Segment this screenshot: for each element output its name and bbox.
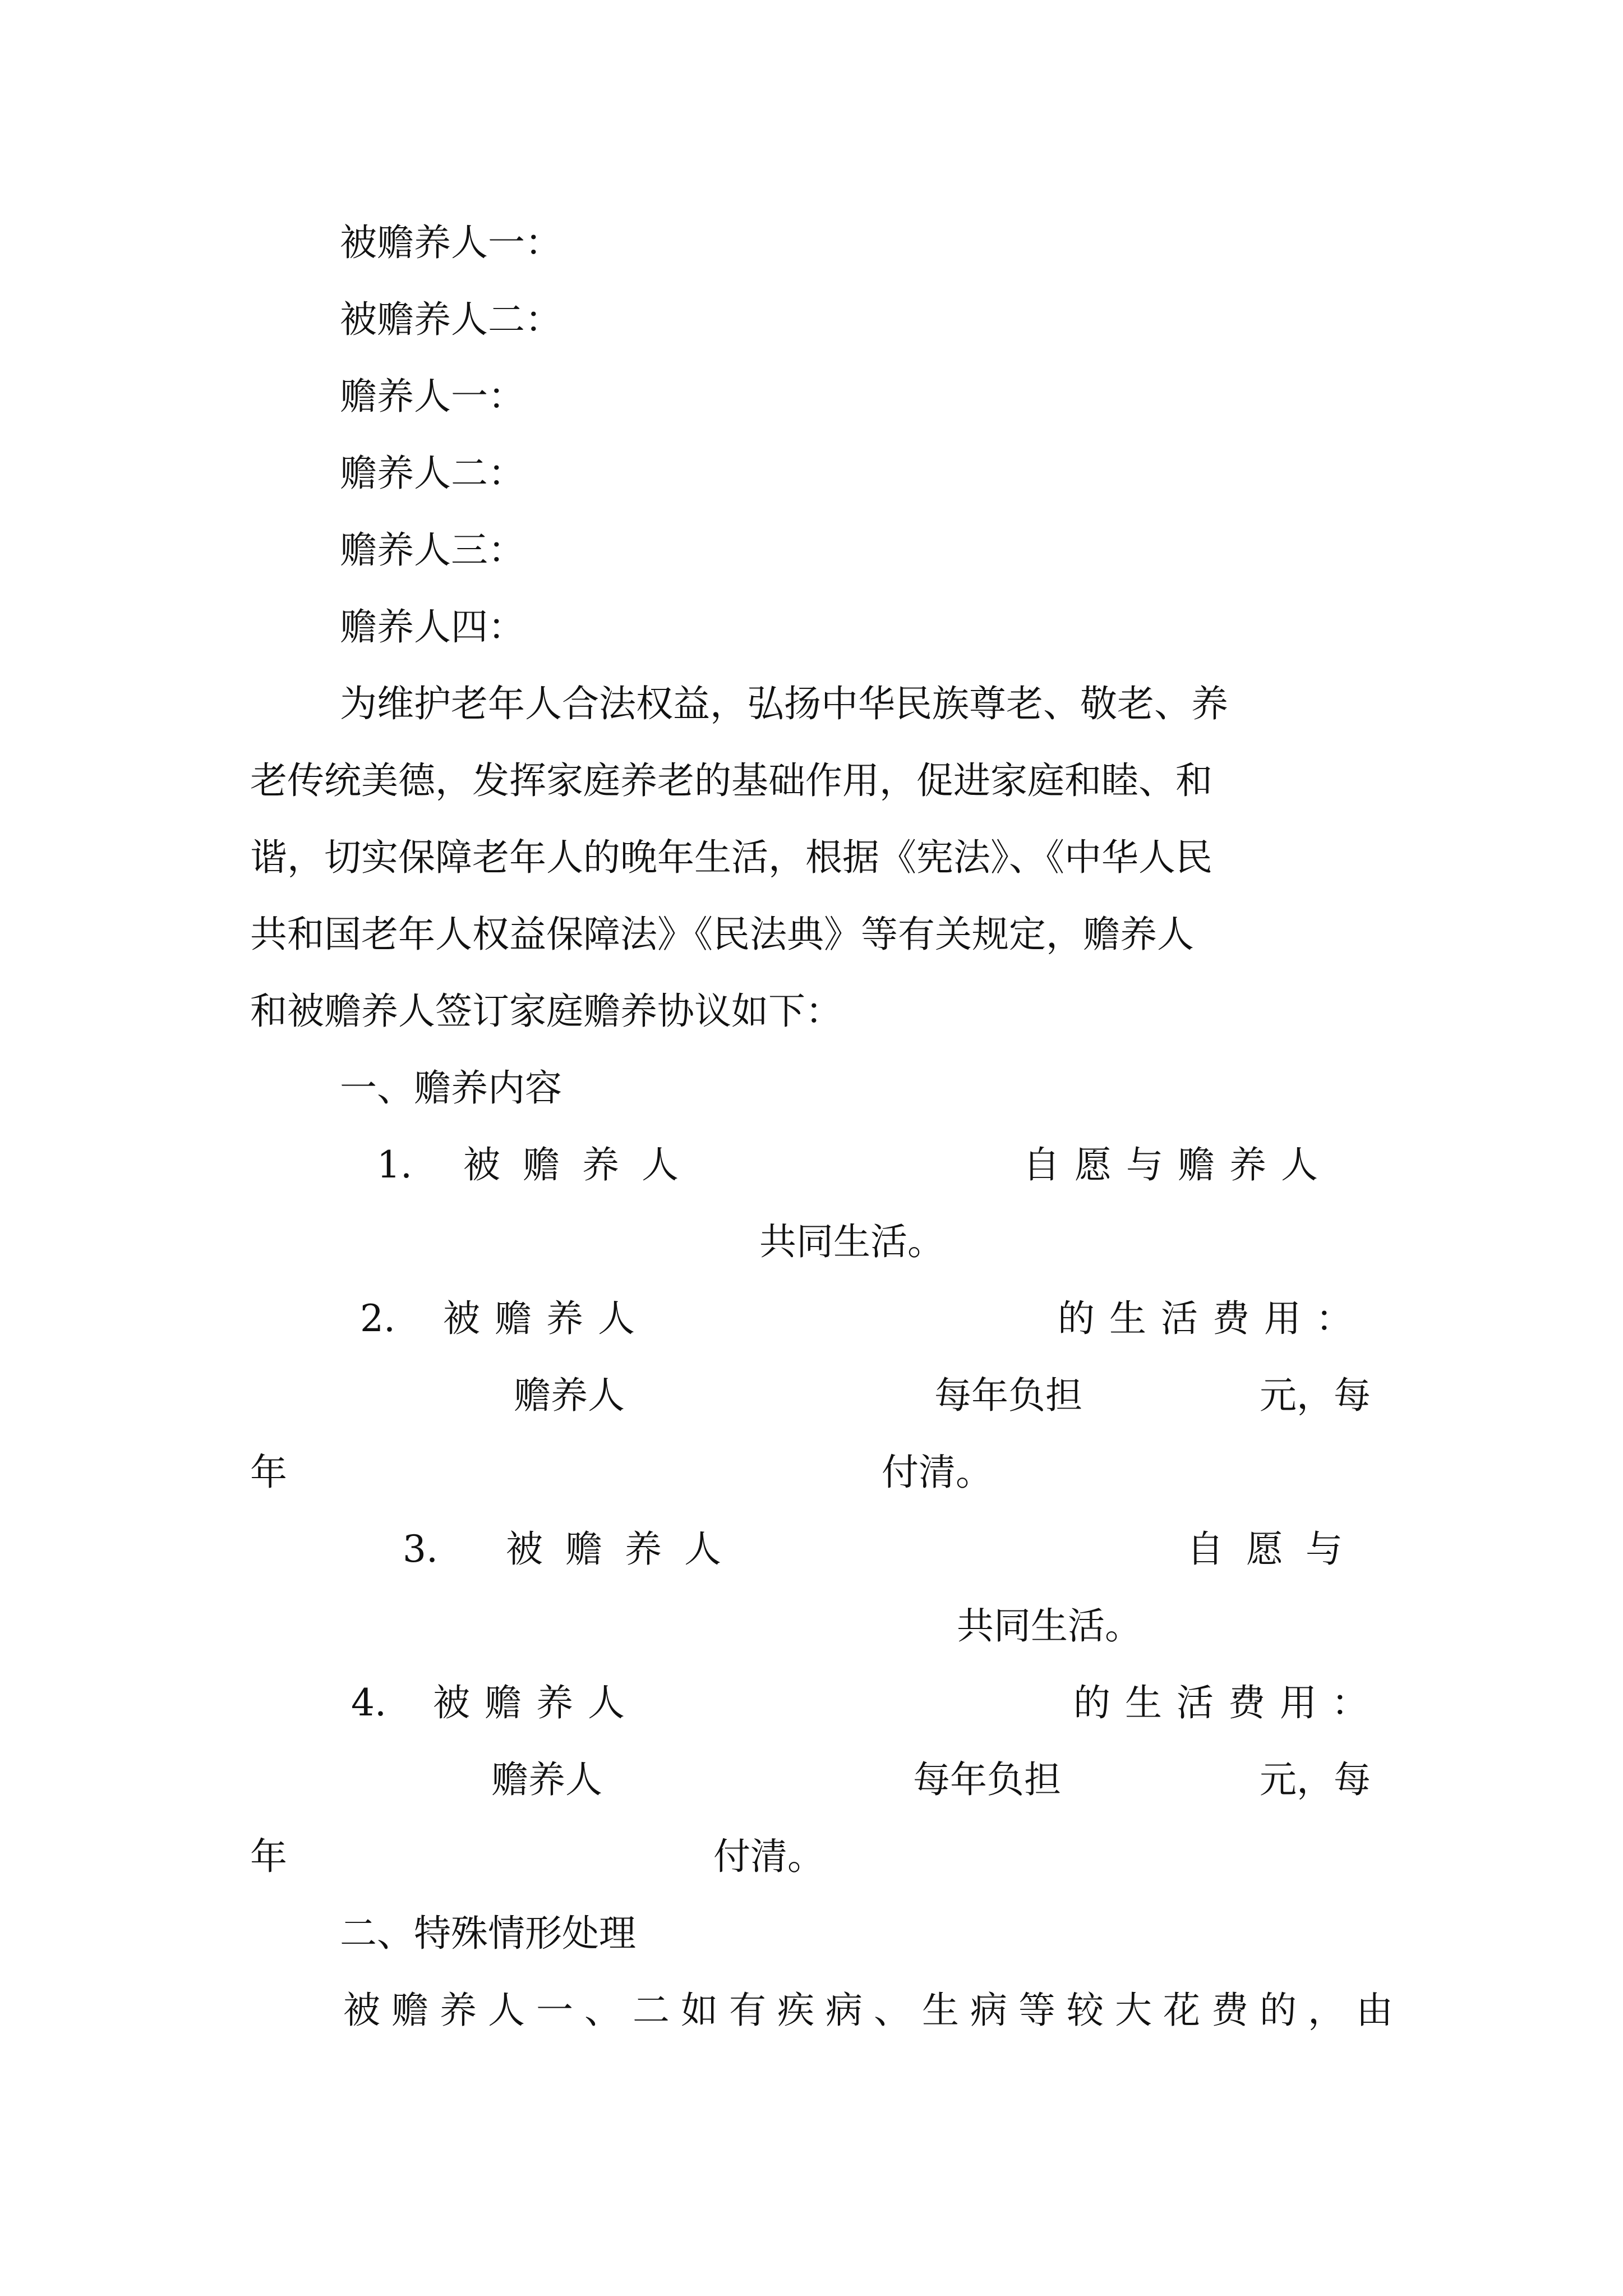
party-supporter-1: 赡养人一： — [340, 375, 525, 418]
item-2-mid: 的生活费用： — [1058, 1297, 1367, 1340]
section-heading-content: 一、赡养内容 — [340, 1066, 562, 1110]
item-1-number: 1. — [377, 1143, 412, 1186]
item-2-paid: 付清。 — [882, 1451, 993, 1494]
item-2-number: 2. — [360, 1297, 395, 1340]
preamble-line: 共和国老年人权益保障法》《民法典》等有关规定，赡养人 — [250, 913, 1194, 956]
preamble-line: 为维护老年人合法权益，弘扬中华民族尊老、敬老、养 — [340, 682, 1228, 725]
item-4-paid: 付清。 — [713, 1835, 824, 1878]
party-supporter-3: 赡养人三： — [340, 528, 525, 572]
preamble-line: 和被赡养人签订家庭赡养协议如下： — [250, 990, 842, 1033]
section-2-text: 被赡养人一、二如有疾病、生病等较大花费的，由 — [343, 1989, 1404, 2032]
item-4-mid: 的生活费用： — [1073, 1681, 1383, 1724]
item-3-mid: 自愿与 — [1187, 1527, 1365, 1571]
preamble-line: 老传统美德，发挥家庭养老的基础作用，促进家庭和睦、和 — [250, 759, 1212, 802]
item-4-burden: 每年负担 — [913, 1758, 1061, 1801]
item-1-mid: 自愿与赡养人 — [1023, 1143, 1332, 1186]
party-supporter-2: 赡养人二： — [340, 452, 525, 495]
item-2-year: 年 — [250, 1451, 287, 1494]
party-supported-2: 被赡养人二： — [340, 298, 562, 341]
item-2-burden: 每年负担 — [934, 1374, 1082, 1417]
item-2-unit: 元，每 — [1260, 1374, 1371, 1417]
item-2-payer: 赡养人 — [514, 1374, 625, 1417]
item-4-unit: 元，每 — [1260, 1758, 1371, 1801]
party-supporter-4: 赡养人四： — [340, 605, 525, 648]
item-3-number: 3. — [403, 1527, 438, 1571]
item-2-lead: 被赡养人 — [443, 1297, 649, 1340]
section-heading-special: 二、特殊情形处理 — [340, 1912, 636, 1955]
item-1-lead: 被赡养人 — [463, 1143, 701, 1186]
item-4-year: 年 — [250, 1835, 287, 1878]
item-3-lead: 被赡养人 — [506, 1527, 744, 1571]
item-4-lead: 被赡养人 — [433, 1681, 639, 1724]
item-1-tail: 共同生活。 — [759, 1220, 944, 1263]
item-4-number: 4. — [351, 1681, 386, 1724]
item-4-payer: 赡养人 — [491, 1758, 602, 1801]
party-supported-1: 被赡养人一： — [340, 221, 562, 264]
item-3-tail: 共同生活。 — [957, 1604, 1142, 1648]
preamble-line: 谐，切实保障老年人的晚年生活，根据《宪法》、《中华人民 — [250, 836, 1212, 879]
